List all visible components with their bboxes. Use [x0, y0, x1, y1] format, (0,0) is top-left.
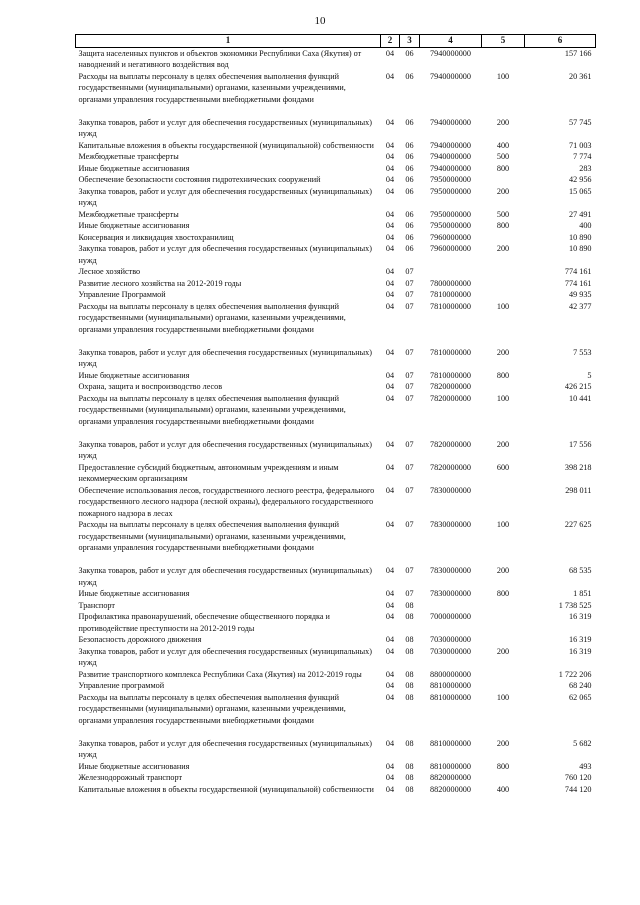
row-expense-type: 200	[496, 186, 510, 196]
row-name: Иные бюджетные ассигнования	[78, 221, 190, 230]
table-row	[76, 588, 596, 600]
row-subsection: 08	[405, 738, 414, 748]
row-section: 04	[385, 612, 395, 621]
row-expense-type: 600	[496, 462, 510, 472]
row-section: 04	[385, 773, 395, 782]
row-section: 04	[385, 152, 395, 161]
table-row	[76, 692, 596, 738]
row-target-article: 7820000000	[430, 393, 471, 403]
header-col-1: 1	[76, 35, 381, 48]
table-row	[76, 243, 596, 266]
row-target-article: 7960000000	[430, 244, 471, 253]
header-col-3: 3	[400, 35, 420, 48]
row-target-article: 7940000000	[430, 71, 471, 81]
header-col-5: 5	[482, 35, 525, 48]
row-section: 04	[385, 738, 395, 748]
row-target-article: 7940000000	[430, 140, 471, 150]
row-section: 04	[385, 278, 395, 288]
row-amount: 493	[579, 761, 592, 771]
row-expense-type	[482, 485, 525, 520]
row-amount: 68 240	[568, 681, 592, 690]
row-expense-type	[482, 381, 525, 393]
row-name: Консервация и ликвидация хвостохранилищ	[78, 232, 234, 242]
row-name: Расходы на выплаты персоналу в целях обеспечения выполнения функций государственными (муниципальными) органами, казенными учреждениями, органами управления государственными внебюджетными фондами	[78, 520, 346, 552]
row-amount: 426 215	[564, 382, 592, 391]
row-name: Управление Программой	[78, 290, 166, 299]
row-amount: 1 722 206	[558, 669, 592, 679]
row-expense-type: 100	[496, 520, 510, 529]
row-section: 04	[385, 761, 395, 771]
row-name: Закупка товаров, работ и услуг для обеспечения государственных (муниципальных) нужд	[78, 244, 372, 265]
row-section: 04	[385, 784, 395, 794]
row-subsection: 07	[405, 439, 414, 449]
row-target-article: 8810000000	[430, 681, 471, 690]
row-expense-type: 200	[496, 244, 510, 253]
table-body	[76, 47, 596, 795]
row-subsection: 06	[405, 186, 414, 196]
row-expense-type: 200	[496, 117, 510, 127]
table-row	[76, 370, 596, 382]
row-subsection: 06	[405, 209, 414, 219]
row-target-article: 7820000000	[430, 462, 471, 472]
row-amount: 68 535	[568, 566, 592, 575]
row-target-article: 7830000000	[430, 520, 471, 529]
table-row	[76, 669, 596, 681]
row-target-article: 8820000000	[430, 773, 471, 782]
row-section: 04	[385, 393, 395, 403]
row-name: Управление программой	[78, 681, 165, 690]
row-expense-type: 800	[496, 761, 510, 771]
row-section: 04	[385, 209, 395, 219]
row-expense-type: 200	[496, 347, 510, 357]
row-section: 04	[385, 140, 395, 150]
row-expense-type	[482, 266, 525, 278]
row-expense-type: 100	[496, 692, 510, 702]
row-expense-type: 800	[496, 370, 510, 380]
row-subsection: 08	[405, 612, 414, 621]
row-target-article: 7960000000	[430, 232, 471, 242]
row-section: 04	[385, 175, 395, 184]
row-expense-type	[482, 174, 525, 186]
row-target-article	[420, 600, 482, 612]
row-target-article: 7800000000	[430, 278, 471, 288]
row-expense-type: 200	[496, 439, 510, 449]
row-name: Иные бюджетные ассигнования	[78, 370, 190, 380]
row-subsection: 07	[405, 393, 414, 403]
row-name: Иные бюджетные ассигнования	[78, 761, 190, 771]
header-col-4: 4	[420, 35, 482, 48]
row-amount: 227 625	[564, 520, 592, 529]
row-name: Межбюджетные трансферты	[78, 152, 179, 161]
row-subsection: 08	[405, 635, 414, 644]
table-row	[76, 646, 596, 669]
row-amount: 744 120	[564, 784, 592, 794]
row-expense-type	[482, 600, 525, 612]
row-amount: 157 166	[564, 48, 592, 58]
table-row	[76, 209, 596, 221]
row-target-article: 7810000000	[430, 301, 471, 311]
table-row	[76, 784, 596, 796]
row-name: Обеспечение безопасности состояния гидротехнических сооружений	[78, 175, 321, 184]
row-target-article: 7830000000	[430, 589, 471, 598]
row-name: Капитальные вложения в объекты государственной (муниципальной) собственности	[78, 784, 374, 794]
table-row	[76, 220, 596, 232]
table-row	[76, 47, 596, 71]
row-section: 04	[385, 186, 395, 196]
table-row	[76, 289, 596, 301]
row-subsection: 07	[405, 520, 414, 529]
table-row	[76, 117, 596, 140]
row-subsection: 08	[405, 692, 414, 702]
row-target-article: 7830000000	[430, 566, 471, 575]
table-header	[76, 35, 596, 48]
row-expense-type	[482, 680, 525, 692]
row-name: Профилактика правонарушений, обеспечение общественного порядка и противодействие преступности на 2012-2019 годы	[78, 612, 330, 633]
row-name: Закупка товаров, работ и услуг для обеспечения государственных (муниципальных) нужд	[78, 646, 372, 667]
row-expense-type: 500	[496, 209, 510, 219]
row-expense-type: 100	[496, 393, 510, 403]
row-subsection: 07	[405, 267, 414, 276]
row-expense-type: 100	[496, 301, 510, 311]
row-name: Обеспечение использования лесов, государственного лесного реестра, федерального государственного лесного надзора (лесной охраны), федерального государственного пожарного надзора в лесах	[78, 485, 375, 518]
row-target-article: 7950000000	[430, 209, 471, 219]
row-subsection: 08	[405, 669, 414, 679]
row-amount: 16 319	[568, 646, 592, 656]
row-subsection: 07	[405, 278, 414, 288]
row-target-article: 7950000000	[430, 221, 471, 230]
row-name: Транспорт	[78, 600, 115, 610]
row-amount: 57 745	[568, 117, 592, 127]
row-target-article: 7820000000	[430, 382, 471, 391]
row-expense-type	[482, 611, 525, 634]
row-section: 04	[385, 692, 395, 702]
table-row	[76, 761, 596, 773]
row-section: 04	[385, 485, 395, 495]
row-target-article: 7940000000	[430, 163, 471, 173]
row-target-article: 7940000000	[430, 117, 471, 127]
row-name: Закупка товаров, работ и услуг для обеспечения государственных (муниципальных) нужд	[78, 117, 372, 138]
row-subsection: 07	[405, 462, 414, 472]
row-subsection: 06	[405, 244, 414, 253]
row-section: 04	[385, 566, 395, 575]
row-section: 04	[385, 347, 395, 357]
row-target-article: 7810000000	[430, 370, 471, 380]
row-amount: 398 218	[564, 462, 592, 472]
row-expense-type: 200	[496, 566, 510, 575]
row-name: Иные бюджетные ассигнования	[78, 163, 190, 173]
row-expense-type	[482, 289, 525, 301]
row-subsection: 06	[405, 117, 414, 127]
row-name: Охрана, защита и воспроизводство лесов	[78, 382, 223, 391]
row-section: 04	[385, 232, 395, 242]
row-subsection: 07	[405, 370, 414, 380]
row-section: 04	[385, 520, 395, 529]
row-section: 04	[385, 244, 395, 253]
row-subsection: 08	[405, 681, 414, 690]
row-name: Закупка товаров, работ и услуг для обеспечения государственных (муниципальных) нужд	[78, 566, 372, 587]
row-name: Закупка товаров, работ и услуг для обеспечения государственных (муниципальных) нужд	[78, 347, 372, 368]
table-row	[76, 266, 596, 278]
row-name: Расходы на выплаты персоналу в целях обеспечения выполнения функций государственными (муниципальными) органами, казенными учреждениями, органами управления государственными внебюджетными фондами	[78, 301, 346, 334]
row-amount: 400	[579, 221, 592, 230]
row-target-article: 7830000000	[430, 485, 471, 495]
row-target-article: 8810000000	[430, 692, 471, 702]
table-row	[76, 611, 596, 634]
page-number: 10	[314, 15, 326, 27]
table-row	[76, 347, 596, 370]
row-name: Расходы на выплаты персоналу в целях обеспечения выполнения функций государственными (муниципальными) органами, казенными учреждениями, органами управления государственными внебюджетными фондами	[78, 393, 346, 426]
row-subsection: 08	[405, 773, 414, 782]
row-subsection: 06	[405, 232, 414, 242]
row-name: Предоставление субсидий бюджетным, автономным учреждениям и иным некоммерческим организациям	[78, 462, 339, 483]
row-expense-type: 100	[496, 71, 510, 81]
budget-table	[75, 34, 596, 795]
row-expense-type	[482, 634, 525, 646]
row-expense-type: 400	[496, 140, 510, 150]
row-target-article: 7940000000	[430, 48, 471, 58]
row-target-article: 7820000000	[430, 439, 471, 449]
row-target-article: 8820000000	[430, 784, 471, 794]
row-name: Иные бюджетные ассигнования	[78, 589, 190, 598]
row-section: 04	[385, 370, 395, 380]
table-row	[76, 439, 596, 462]
row-expense-type: 800	[496, 163, 510, 173]
row-amount: 7 553	[573, 347, 592, 357]
table-row	[76, 186, 596, 209]
row-name: Закупка товаров, работ и услуг для обеспечения государственных (муниципальных) нужд	[78, 738, 372, 759]
row-section: 04	[385, 48, 395, 58]
table-row	[76, 600, 596, 612]
row-expense-type	[482, 47, 525, 71]
row-target-article: 7030000000	[430, 635, 471, 644]
row-target-article	[420, 266, 482, 278]
row-name: Развитие транспортного комплекса Республики Саха (Якутия) на 2012-2019 годы	[78, 669, 362, 679]
row-name: Закупка товаров, работ и услуг для обеспечения государственных (муниципальных) нужд	[78, 186, 372, 207]
row-target-article: 7000000000	[430, 612, 471, 621]
row-name: Расходы на выплаты персоналу в целях обеспечения выполнения функций государственными (муниципальными) органами, казенными учреждениями, органами управления государственными внебюджетными фондами	[78, 71, 346, 104]
table-row	[76, 772, 596, 784]
table-row	[76, 151, 596, 163]
table-row	[76, 174, 596, 186]
table-row	[76, 485, 596, 520]
table-row	[76, 680, 596, 692]
row-amount: 20 361	[568, 71, 592, 81]
row-amount: 7 774	[573, 152, 592, 161]
row-subsection: 07	[405, 382, 414, 391]
row-amount: 774 161	[564, 267, 592, 276]
row-section: 04	[385, 382, 395, 391]
table-row	[76, 519, 596, 565]
row-subsection: 08	[405, 600, 414, 610]
row-section: 04	[385, 221, 395, 230]
row-section: 04	[385, 635, 395, 644]
row-subsection: 08	[405, 646, 414, 656]
row-section: 04	[385, 589, 395, 598]
table-row	[76, 301, 596, 347]
row-amount: 42 377	[568, 301, 592, 311]
row-amount: 62 065	[568, 692, 592, 702]
row-name: Развитие лесного хозяйства на 2012-2019 годы	[78, 278, 242, 288]
row-name: Безопасность дорожного движения	[78, 635, 202, 644]
row-amount: 27 491	[568, 209, 592, 219]
row-amount: 760 120	[564, 773, 592, 782]
row-amount: 10 441	[568, 393, 592, 403]
row-section: 04	[385, 669, 395, 679]
row-subsection: 07	[405, 566, 414, 575]
row-section: 04	[385, 71, 395, 81]
row-target-article: 7950000000	[430, 175, 471, 184]
row-section: 04	[385, 267, 395, 276]
row-target-article: 7810000000	[430, 290, 471, 299]
row-subsection: 06	[405, 152, 414, 161]
row-expense-type	[482, 232, 525, 244]
row-amount: 283	[579, 163, 592, 173]
table-row	[76, 393, 596, 439]
row-expense-type	[482, 278, 525, 290]
table-row	[76, 565, 596, 588]
row-subsection: 08	[405, 761, 414, 771]
row-amount: 10 890	[568, 232, 592, 242]
row-target-article: 7940000000	[430, 152, 471, 161]
table-row	[76, 462, 596, 485]
row-target-article: 7030000000	[430, 646, 471, 656]
row-target-article: 8800000000	[430, 669, 471, 679]
row-amount: 17 556	[568, 439, 592, 449]
row-expense-type	[482, 772, 525, 784]
table-row	[76, 738, 596, 761]
row-subsection: 07	[405, 301, 414, 311]
row-name: Лесное хозяйство	[78, 267, 141, 276]
row-name: Расходы на выплаты персоналу в целях обеспечения выполнения функций государственными (муниципальными) органами, казенными учреждениями, органами управления государственными внебюджетными фондами	[78, 692, 346, 725]
row-subsection: 08	[405, 784, 414, 794]
row-section: 04	[385, 600, 395, 610]
row-subsection: 07	[405, 347, 414, 357]
row-amount: 774 161	[564, 278, 592, 288]
row-target-article: 7810000000	[430, 347, 471, 357]
row-subsection: 06	[405, 48, 414, 58]
row-name: Защита населенных пунктов и объектов экономики Республики Саха (Якутия) от наводнений и негативного воздействия вод	[78, 48, 362, 69]
row-subsection: 06	[405, 221, 414, 230]
row-subsection: 06	[405, 71, 414, 81]
row-amount: 5 682	[573, 738, 592, 748]
row-amount: 10 890	[568, 244, 592, 253]
row-target-article: 8810000000	[430, 761, 471, 771]
row-section: 04	[385, 163, 395, 173]
row-target-article: 8810000000	[430, 738, 471, 748]
table-row	[76, 71, 596, 117]
header-col-6: 6	[525, 35, 596, 48]
row-expense-type: 400	[496, 784, 510, 794]
row-name: Закупка товаров, работ и услуг для обеспечения государственных (муниципальных) нужд	[78, 439, 372, 460]
row-amount: 49 935	[568, 290, 592, 299]
row-name: Капитальные вложения в объекты государственной (муниципальной) собственности	[78, 140, 374, 150]
row-expense-type: 200	[496, 738, 510, 748]
row-expense-type: 500	[496, 152, 510, 161]
row-expense-type: 800	[496, 221, 510, 230]
row-section: 04	[385, 681, 395, 690]
row-amount: 16 319	[568, 635, 592, 644]
row-name: Межбюджетные трансферты	[78, 209, 179, 219]
row-section: 04	[385, 290, 395, 299]
row-amount: 5	[587, 370, 592, 380]
row-amount: 71 003	[568, 140, 592, 150]
row-subsection: 06	[405, 175, 414, 184]
row-expense-type	[482, 669, 525, 681]
row-target-article: 7950000000	[430, 186, 471, 196]
header-col-2: 2	[381, 35, 400, 48]
row-amount: 15 065	[568, 186, 592, 196]
row-subsection: 07	[405, 589, 414, 598]
row-amount: 42 956	[568, 175, 592, 184]
table-row	[76, 163, 596, 175]
row-subsection: 06	[405, 163, 414, 173]
table-row	[76, 634, 596, 646]
row-section: 04	[385, 646, 395, 656]
row-section: 04	[385, 462, 395, 472]
row-amount: 1 738 525	[558, 600, 592, 610]
row-section: 04	[385, 117, 395, 127]
row-subsection: 07	[405, 290, 414, 299]
row-section: 04	[385, 301, 395, 311]
row-amount: 16 319	[568, 612, 592, 621]
table-row	[76, 381, 596, 393]
row-amount: 1 851	[573, 589, 592, 598]
row-amount: 298 011	[565, 485, 592, 495]
row-subsection: 07	[405, 485, 414, 495]
row-name: Железнодорожный транспорт	[78, 773, 183, 782]
table-row	[76, 278, 596, 290]
row-section: 04	[385, 439, 395, 449]
row-expense-type: 800	[496, 589, 510, 598]
row-subsection: 06	[405, 140, 414, 150]
table-row	[76, 140, 596, 152]
table-row	[76, 232, 596, 244]
row-expense-type: 200	[496, 646, 510, 656]
